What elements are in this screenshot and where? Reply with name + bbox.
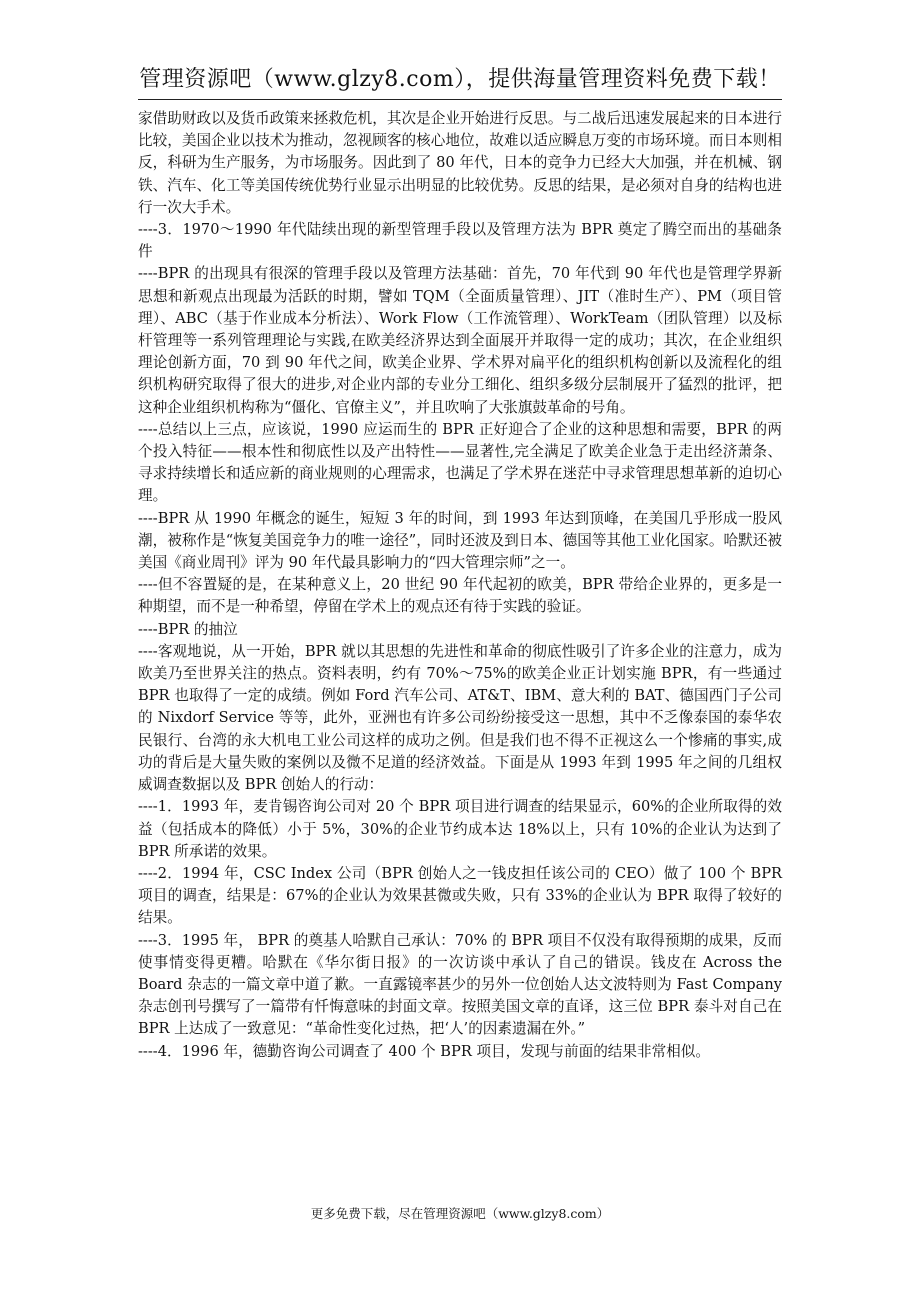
- page-footer: 更多免费下载，尽在管理资源吧（www.glzy8.com）: [310, 1206, 610, 1221]
- section-heading: ----BPR 的抽泣: [138, 620, 238, 638]
- list-item: ----4．1996 年，德勤咨询公司调查了 400 个 BPR 项目，发现与前面的结果非常相似。: [138, 1042, 710, 1060]
- list-item: ----3．1995 年， BPR 的奠基人哈默自己承认：70% 的 BPR 项目不仅没有取得预期的成果，反而使事情变得更糟。哈默在《华尔街日报》的一次访谈中承认了自己的错误。钱皮在 Across the Board 杂志的一篇文章中道了歉。一直露镜率甚少的另外一位创始人达文波特则为 Fast Company 杂志创刊号撰写了一篇带有忏悔意味的封面文章。按照美国文章的直译，这三位 BPR 泰斗对自己在 BPR 上达成了一致意见：“革命性变化过热，把‘人’的因素遗漏在外。”: [138, 931, 782, 1038]
- paragraph: ----BPR 从 1990 年概念的诞生，短短 3 年的时间，到 1993 年达到顶峰，在美国几乎形成一股风潮，被称作是“恢复美国竞争力的唯一途径”，同时还波及到日本、德国等其他工业化国家。哈默还被美国《商业周刊》评为 90 年代最具影响力的“四大管理宗师”之一。: [138, 509, 782, 572]
- page-header: 管理资源吧（www.glzy8.com），提供海量管理资料免费下载！: [139, 67, 781, 92]
- header-divider: [138, 99, 782, 100]
- paragraph: ----3．1970～1990 年代陆续出现的新型管理手段以及管理方法为 BPR 奠定了腾空而出的基础条件: [138, 221, 782, 261]
- paragraph: ----BPR 的出现具有很深的管理手段以及管理方法基础：首先，70 年代到 90 年代也是管理学界新思想和新观点出现最为活跃的时期，譬如 TQM（全面质量管理）、JIT（准时生产）、PM（项目管理）、ABC（基于作业成本分析法）、Work Flow（工作流管理）、WorkTeam（团队管理）以及标杆管理等一系列管理理论与实践,在欧美经济界达到全面展开并取得一定的成功；其次，在企业组织理论创新方面，70 到 90 年代之间，欧美企业界、学术界对扁平化的组织机构创新以及流程化的组织机构研究取得了很大的进步,对企业内部的专业分工细化、组织多级分层制展开了猛烈的批评，把这种企业组织机构称为“僵化、官僚主义”，并且吹响了大张旗鼓革命的号角。: [138, 265, 782, 416]
- paragraph: ----总结以上三点，应该说，1990 应运而生的 BPR 正好迎合了企业的这种思想和需要，BPR 的两个投入特征——根本性和彻底性以及产出特性——显著性,完全满足了欧美企业急于走出经济萧条、寻求持续增长和适应新的商业规则的心理需求，也满足了学术界在迷茫中寻求管理思想革新的迫切心理。: [138, 420, 782, 505]
- list-item: ----1．1993 年，麦肯锡咨询公司对 20 个 BPR 项目进行调查的结果显示，60%的企业所取得的效益（包括成本的降低）小于 5%，30%的企业节约成本达 18%以上，只有 10%的企业认为达到了 BPR 所承诺的效果。: [138, 798, 782, 860]
- list-item: ----2．1994 年，CSC Index 公司（BPR 创始人之一钱皮担任该公司的 CEO）做了 100 个 BPR 项目的调查，结果是：67%的企业认为效果甚微或失败，只有 33%的企业认为 BPR 取得了较好的结果。: [138, 864, 782, 927]
- paragraph: ----但不容置疑的是，在某种意义上，20 世纪 90 年代起初的欧美，BPR 带给企业界的，更多是一种期望，而不是一种希望，停留在学术上的观点还有待于实践的验证。: [138, 576, 782, 616]
- paragraph: 家借助财政以及货币政策来拯救危机，其次是企业开始进行反思。与二战后迅速发展起来的日本进行比较，美国企业以技术为推动，忽视顾客的核心地位，故难以适应瞬息万变的市场环境。而日本则相反，科研为生产服务，为市场服务。因此到了 80 年代，日本的竞争力已经大大加强，并在机械、钢铁、汽车、化工等美国传统优势行业显示出明显的比较优势。反思的结果，是必须对自身的结构也进行一次大手术。: [138, 110, 782, 216]
- document-body: [138, 108, 782, 1063]
- paragraph: ----客观地说，从一开始，BPR 就以其思想的先进性和革命的彻底性吸引了许多企业的注意力，成为欧美乃至世界关注的热点。资料表明，约有 70%～75%的欧美企业正计划实施 BPR，有一些通过 BPR 也取得了一定的成绩。例如 Ford 汽车公司、AT&T、IBM、意大利的 BAT、德国西门子公司的 Nixdorf Service 等等，此外，亚洲也有许多公司纷纷接受这一思想，其中不乏像泰国的泰华农民银行、台湾的永大机电工业公司这样的成功之例。但是我们也不得不正视这么一个惨痛的事实,成功的背后是大量失败的案例以及微不足道的经济效益。下面是从 1993 年到 1995 年之间的几组权威调查数据以及 BPR 创始人的行动：: [138, 642, 782, 794]
